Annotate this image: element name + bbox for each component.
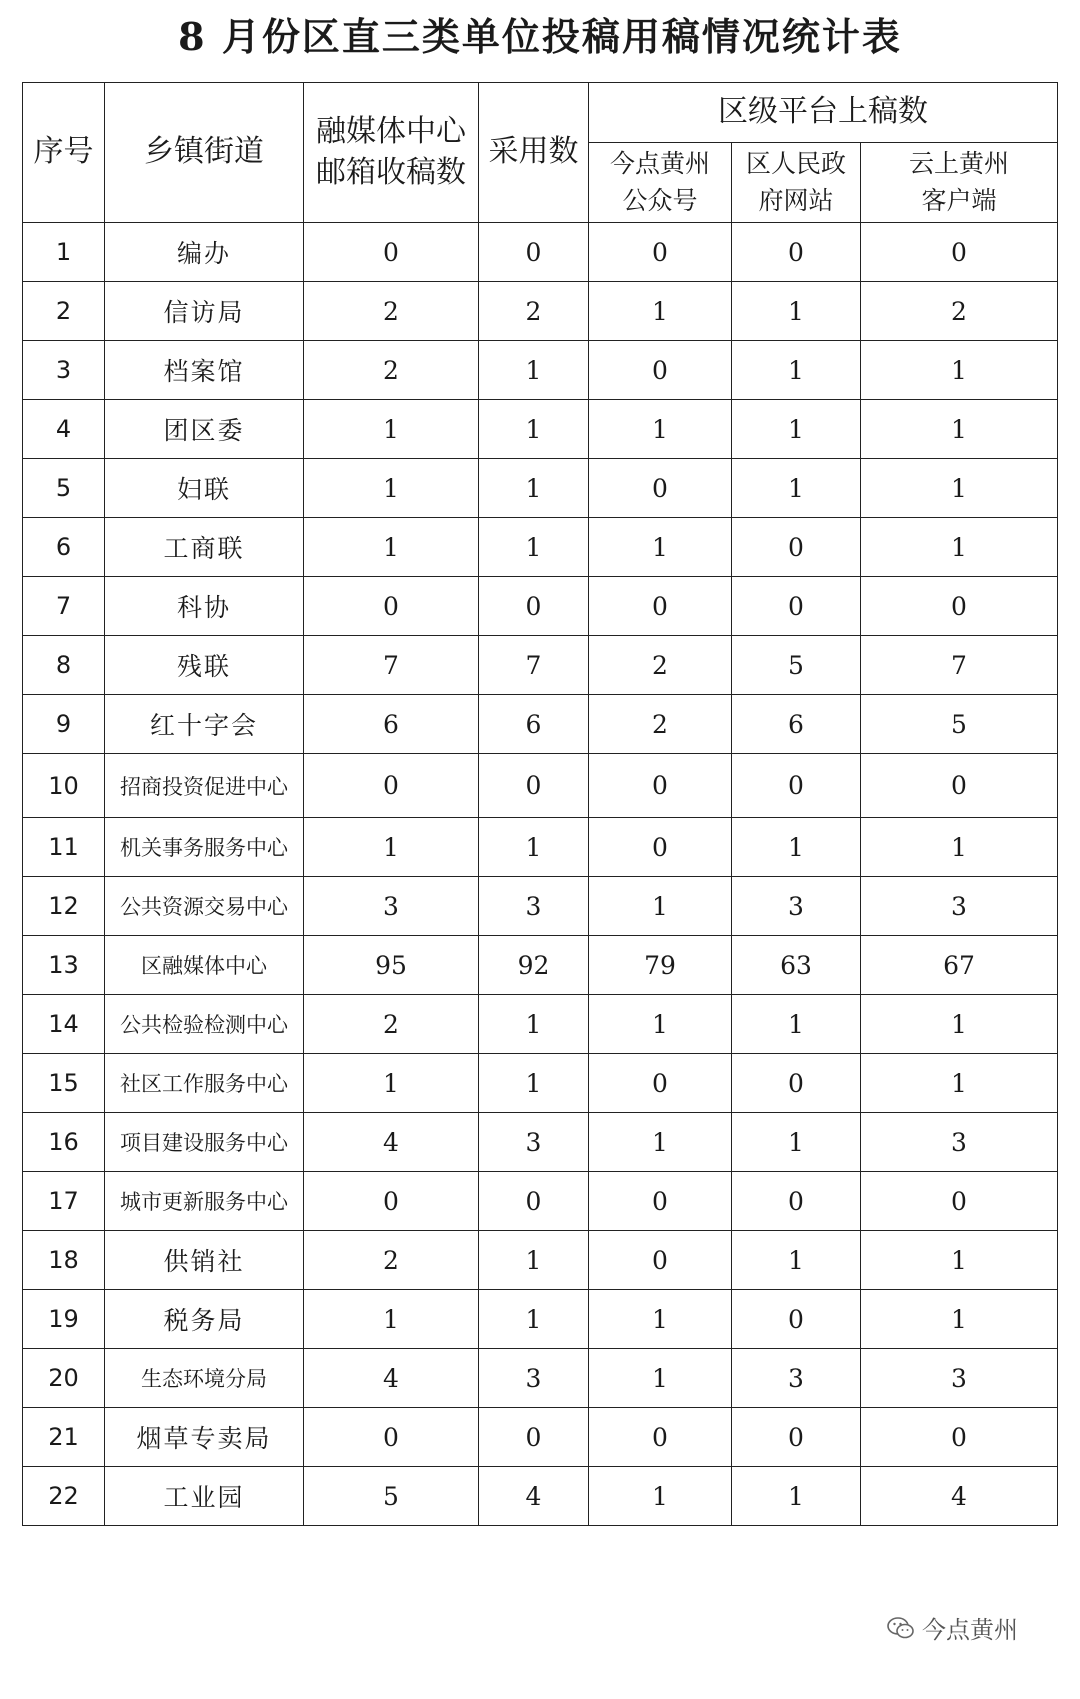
row-mailbox: 1	[304, 518, 479, 577]
row-seq: 21	[23, 1408, 105, 1467]
row-p1-jindian: 1	[589, 400, 732, 459]
row-p2-gov-site: 0	[732, 1172, 861, 1231]
row-mailbox: 3	[304, 877, 479, 936]
table-row	[23, 936, 1058, 995]
table-row	[23, 695, 1058, 754]
table-row	[23, 1172, 1058, 1231]
row-unit: 编办	[105, 223, 304, 282]
row-p3-yunshang: 0	[861, 577, 1058, 636]
header-platform-jindian	[589, 143, 732, 223]
row-seq: 14	[23, 995, 105, 1054]
row-mailbox: 1	[304, 459, 479, 518]
table-header	[23, 83, 1058, 223]
row-unit: 红十字会	[105, 695, 304, 754]
row-adopted: 1	[479, 995, 589, 1054]
row-p3-yunshang: 0	[861, 1408, 1058, 1467]
table-row	[23, 636, 1058, 695]
row-unit: 税务局	[105, 1290, 304, 1349]
row-unit: 生态环境分局	[105, 1349, 304, 1408]
row-seq: 15	[23, 1054, 105, 1113]
row-p2-gov-site: 1	[732, 1467, 861, 1526]
row-p1-jindian: 0	[589, 577, 732, 636]
row-mailbox: 4	[304, 1113, 479, 1172]
row-unit: 招商投资促进中心	[105, 754, 304, 818]
table-row	[23, 400, 1058, 459]
row-p3-yunshang: 0	[861, 754, 1058, 818]
row-adopted: 1	[479, 400, 589, 459]
row-adopted: 1	[479, 341, 589, 400]
row-adopted: 1	[479, 1054, 589, 1113]
row-p2-gov-site: 0	[732, 1408, 861, 1467]
row-p2-gov-site: 0	[732, 1290, 861, 1349]
row-p2-gov-site: 0	[732, 518, 861, 577]
row-p2-gov-site: 0	[732, 577, 861, 636]
header-adopted-count: 采用数	[479, 83, 589, 223]
row-adopted: 1	[479, 1290, 589, 1349]
row-p1-jindian: 2	[589, 636, 732, 695]
row-p2-gov-site: 1	[732, 995, 861, 1054]
row-seq: 9	[23, 695, 105, 754]
row-p2-gov-site: 3	[732, 877, 861, 936]
row-mailbox: 2	[304, 282, 479, 341]
row-p3-yunshang: 7	[861, 636, 1058, 695]
row-p2-gov-site: 3	[732, 1349, 861, 1408]
row-seq: 3	[23, 341, 105, 400]
row-p2-gov-site: 6	[732, 695, 861, 754]
row-seq: 20	[23, 1349, 105, 1408]
table-row	[23, 518, 1058, 577]
row-p3-yunshang: 1	[861, 459, 1058, 518]
row-mailbox: 2	[304, 995, 479, 1054]
row-mailbox: 6	[304, 695, 479, 754]
row-p3-yunshang: 1	[861, 1290, 1058, 1349]
table-row	[23, 1231, 1058, 1290]
row-unit: 供销社	[105, 1231, 304, 1290]
row-p1-jindian: 0	[589, 1408, 732, 1467]
row-mailbox: 0	[304, 1172, 479, 1231]
row-adopted: 4	[479, 1467, 589, 1526]
row-mailbox: 2	[304, 341, 479, 400]
row-adopted: 1	[479, 518, 589, 577]
row-mailbox: 1	[304, 400, 479, 459]
row-adopted: 0	[479, 1408, 589, 1467]
row-p1-jindian: 0	[589, 1231, 732, 1290]
header-platform3-line2: 客户端	[921, 185, 997, 215]
row-unit: 信访局	[105, 282, 304, 341]
header-platform1-line2: 公众号	[622, 185, 698, 215]
table-row	[23, 1113, 1058, 1172]
row-mailbox: 0	[304, 754, 479, 818]
page-title: 8 月份区直三类单位投稿用稿情况统计表	[178, 14, 902, 59]
row-adopted: 1	[479, 818, 589, 877]
row-p2-gov-site: 1	[732, 818, 861, 877]
row-adopted: 0	[479, 577, 589, 636]
row-p3-yunshang: 5	[861, 695, 1058, 754]
row-p1-jindian: 1	[589, 995, 732, 1054]
row-adopted: 3	[479, 1349, 589, 1408]
table-row	[23, 577, 1058, 636]
row-p3-yunshang: 1	[861, 818, 1058, 877]
header-seq: 序号	[23, 83, 105, 223]
row-seq: 4	[23, 400, 105, 459]
row-p1-jindian: 79	[589, 936, 732, 995]
table-row	[23, 1054, 1058, 1113]
row-mailbox: 1	[304, 818, 479, 877]
header-platform1-line1: 今点黄州	[609, 149, 710, 179]
row-p1-jindian: 2	[589, 695, 732, 754]
row-p1-jindian: 0	[589, 1054, 732, 1113]
row-p3-yunshang: 0	[861, 1172, 1058, 1231]
row-p3-yunshang: 3	[861, 877, 1058, 936]
row-seq: 6	[23, 518, 105, 577]
row-p2-gov-site: 0	[732, 754, 861, 818]
row-p2-gov-site: 1	[732, 400, 861, 459]
row-p1-jindian: 1	[589, 1290, 732, 1349]
row-p3-yunshang: 3	[861, 1113, 1058, 1172]
row-mailbox: 1	[304, 1054, 479, 1113]
header-platform2-line2: 府网站	[758, 185, 834, 215]
table-row	[23, 1290, 1058, 1349]
row-p3-yunshang: 3	[861, 1349, 1058, 1408]
table-body	[23, 223, 1058, 1526]
statistics-table	[22, 82, 1058, 1526]
row-mailbox: 0	[304, 577, 479, 636]
table-row	[23, 282, 1058, 341]
row-p1-jindian: 1	[589, 1113, 732, 1172]
row-p2-gov-site: 1	[732, 1231, 861, 1290]
row-p1-jindian: 0	[589, 341, 732, 400]
row-unit: 项目建设服务中心	[105, 1113, 304, 1172]
row-unit: 公共检验检测中心	[105, 995, 304, 1054]
row-unit: 妇联	[105, 459, 304, 518]
row-mailbox: 0	[304, 1408, 479, 1467]
row-adopted: 0	[479, 223, 589, 282]
row-p1-jindian: 1	[589, 518, 732, 577]
row-p3-yunshang: 1	[861, 1054, 1058, 1113]
row-seq: 10	[23, 754, 105, 818]
row-p3-yunshang: 1	[861, 1231, 1058, 1290]
table-row	[23, 995, 1058, 1054]
row-seq: 7	[23, 577, 105, 636]
row-mailbox: 5	[304, 1467, 479, 1526]
row-p3-yunshang: 2	[861, 282, 1058, 341]
row-mailbox: 1	[304, 1290, 479, 1349]
row-mailbox: 2	[304, 1231, 479, 1290]
row-unit: 机关事务服务中心	[105, 818, 304, 877]
row-seq: 13	[23, 936, 105, 995]
row-unit: 档案馆	[105, 341, 304, 400]
row-p2-gov-site: 0	[732, 1054, 861, 1113]
row-p3-yunshang: 0	[861, 223, 1058, 282]
row-p3-yunshang: 1	[861, 341, 1058, 400]
table-row	[23, 1408, 1058, 1467]
header-platform-yunshang	[861, 143, 1058, 223]
row-unit: 团区委	[105, 400, 304, 459]
row-p1-jindian: 0	[589, 223, 732, 282]
row-unit: 工业园	[105, 1467, 304, 1526]
row-unit: 工商联	[105, 518, 304, 577]
row-adopted: 0	[479, 754, 589, 818]
row-p2-gov-site: 0	[732, 223, 861, 282]
watermark-text: 今点黄州	[922, 1616, 1018, 1644]
row-p1-jindian: 1	[589, 877, 732, 936]
header-platform2-line1: 区人民政	[745, 149, 846, 179]
header-unit: 乡镇街道	[105, 83, 304, 223]
row-adopted: 1	[479, 459, 589, 518]
row-seq: 16	[23, 1113, 105, 1172]
row-p3-yunshang: 67	[861, 936, 1058, 995]
table-row	[23, 341, 1058, 400]
table-row	[23, 818, 1058, 877]
row-adopted: 92	[479, 936, 589, 995]
row-mailbox: 7	[304, 636, 479, 695]
header-mailbox-line1: 融媒体中心	[316, 114, 466, 149]
row-adopted: 1	[479, 1231, 589, 1290]
row-adopted: 0	[479, 1172, 589, 1231]
header-platform-group: 区级平台上稿数	[589, 83, 1058, 143]
row-mailbox: 95	[304, 936, 479, 995]
row-seq: 22	[23, 1467, 105, 1526]
row-unit: 科协	[105, 577, 304, 636]
row-unit: 城市更新服务中心	[105, 1172, 304, 1231]
row-unit: 区融媒体中心	[105, 936, 304, 995]
row-seq: 17	[23, 1172, 105, 1231]
row-seq: 18	[23, 1231, 105, 1290]
row-adopted: 2	[479, 282, 589, 341]
row-p1-jindian: 1	[589, 1467, 732, 1526]
row-adopted: 3	[479, 1113, 589, 1172]
row-p2-gov-site: 5	[732, 636, 861, 695]
row-unit: 公共资源交易中心	[105, 877, 304, 936]
row-p2-gov-site: 1	[732, 1113, 861, 1172]
row-seq: 8	[23, 636, 105, 695]
wechat-icon	[886, 1615, 916, 1641]
table-row	[23, 1349, 1058, 1408]
row-adopted: 7	[479, 636, 589, 695]
header-mailbox-count	[304, 83, 479, 223]
header-row-1	[23, 83, 1058, 143]
header-platform-gov-site	[732, 143, 861, 223]
row-p1-jindian: 0	[589, 1172, 732, 1231]
row-unit: 社区工作服务中心	[105, 1054, 304, 1113]
row-p1-jindian: 0	[589, 754, 732, 818]
row-p3-yunshang: 4	[861, 1467, 1058, 1526]
table-row	[23, 459, 1058, 518]
row-unit: 烟草专卖局	[105, 1408, 304, 1467]
row-adopted: 6	[479, 695, 589, 754]
table-row	[23, 754, 1058, 818]
row-p2-gov-site: 1	[732, 282, 861, 341]
row-seq: 12	[23, 877, 105, 936]
table-row	[23, 877, 1058, 936]
row-p2-gov-site: 1	[732, 341, 861, 400]
row-p1-jindian: 0	[589, 818, 732, 877]
header-mailbox-line2: 邮箱收稿数	[316, 154, 466, 190]
row-p3-yunshang: 1	[861, 518, 1058, 577]
table-row	[23, 223, 1058, 282]
watermark	[882, 1610, 1022, 1645]
row-seq: 19	[23, 1290, 105, 1349]
row-p3-yunshang: 1	[861, 400, 1058, 459]
row-seq: 11	[23, 818, 105, 877]
row-p2-gov-site: 1	[732, 459, 861, 518]
table-row	[23, 1467, 1058, 1526]
header-platform3-line1: 云上黄州	[909, 149, 1010, 179]
row-unit: 残联	[105, 636, 304, 695]
row-adopted: 3	[479, 877, 589, 936]
row-p3-yunshang: 1	[861, 995, 1058, 1054]
row-mailbox: 4	[304, 1349, 479, 1408]
row-seq: 2	[23, 282, 105, 341]
row-p1-jindian: 1	[589, 1349, 732, 1408]
row-p1-jindian: 1	[589, 282, 732, 341]
row-mailbox: 0	[304, 223, 479, 282]
row-p2-gov-site: 63	[732, 936, 861, 995]
row-seq: 5	[23, 459, 105, 518]
row-p1-jindian: 0	[589, 459, 732, 518]
row-seq: 1	[23, 223, 105, 282]
